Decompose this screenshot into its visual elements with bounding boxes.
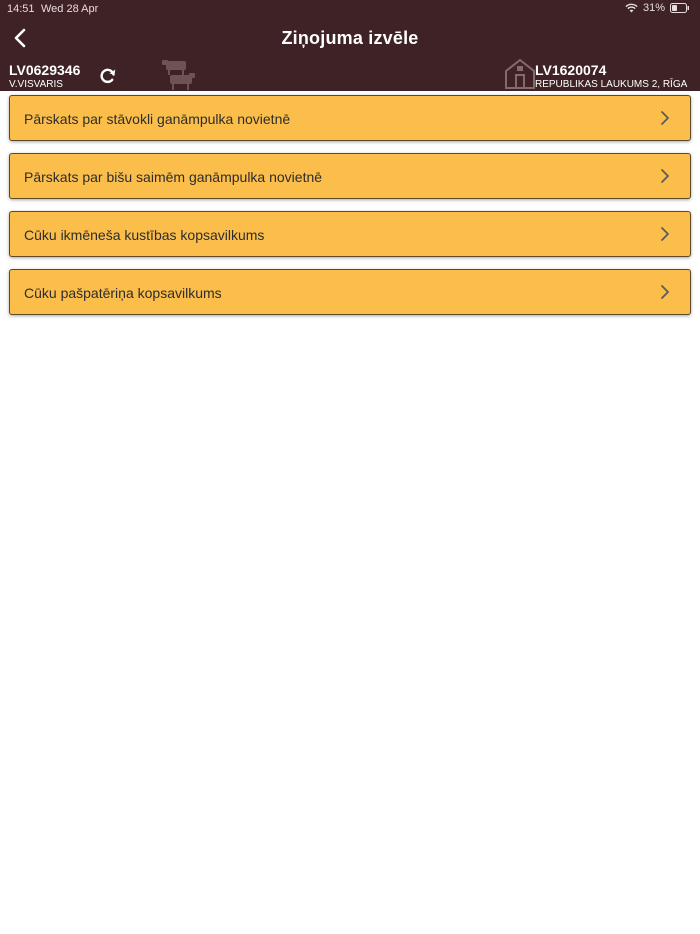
- battery-icon: [670, 3, 690, 13]
- holding-code: LV0629346: [9, 62, 81, 78]
- page-title: Ziņojuma izvēle: [281, 28, 419, 48]
- report-item-label: Cūku pašpatēriņa kopsavilkums: [24, 285, 222, 301]
- report-item-label: Pārskats par stāvokli ganāmpulka novietnē: [24, 111, 291, 127]
- header-bar: [0, 0, 700, 91]
- status-date: Wed 28 Apr: [41, 3, 99, 15]
- report-item-pig-own-consumption[interactable]: [9, 269, 691, 315]
- chevron-right-icon: [660, 284, 670, 300]
- chevron-right-icon: [660, 168, 670, 184]
- report-item-bee-colonies[interactable]: [9, 153, 691, 199]
- chevron-right-icon: [660, 110, 670, 126]
- wifi-icon: [625, 3, 638, 13]
- barn-icon: [505, 58, 535, 89]
- status-indicators: [625, 2, 690, 14]
- herd-code: LV1620074: [535, 62, 607, 78]
- herd-address: REPUBLIKAS LAUKUMS 2, RĪGA: [535, 79, 688, 90]
- report-item-label: Cūku ikmēneša kustības kopsavilkums: [24, 227, 265, 243]
- report-list: [9, 95, 691, 327]
- report-item-herd-status[interactable]: [9, 95, 691, 141]
- battery-percent: 31%: [642, 2, 665, 14]
- refresh-button[interactable]: [98, 66, 118, 86]
- status-time: 14:51: [7, 3, 35, 15]
- report-item-label: Pārskats par bišu saimēm ganāmpulka novietnē: [24, 169, 323, 185]
- chevron-right-icon: [660, 226, 670, 242]
- status-bar: [0, 0, 700, 18]
- holding-owner: V.VISVARIS: [9, 79, 63, 90]
- report-item-pig-monthly[interactable]: [9, 211, 691, 257]
- refresh-icon: [98, 66, 118, 86]
- cattle-icon: [160, 57, 196, 91]
